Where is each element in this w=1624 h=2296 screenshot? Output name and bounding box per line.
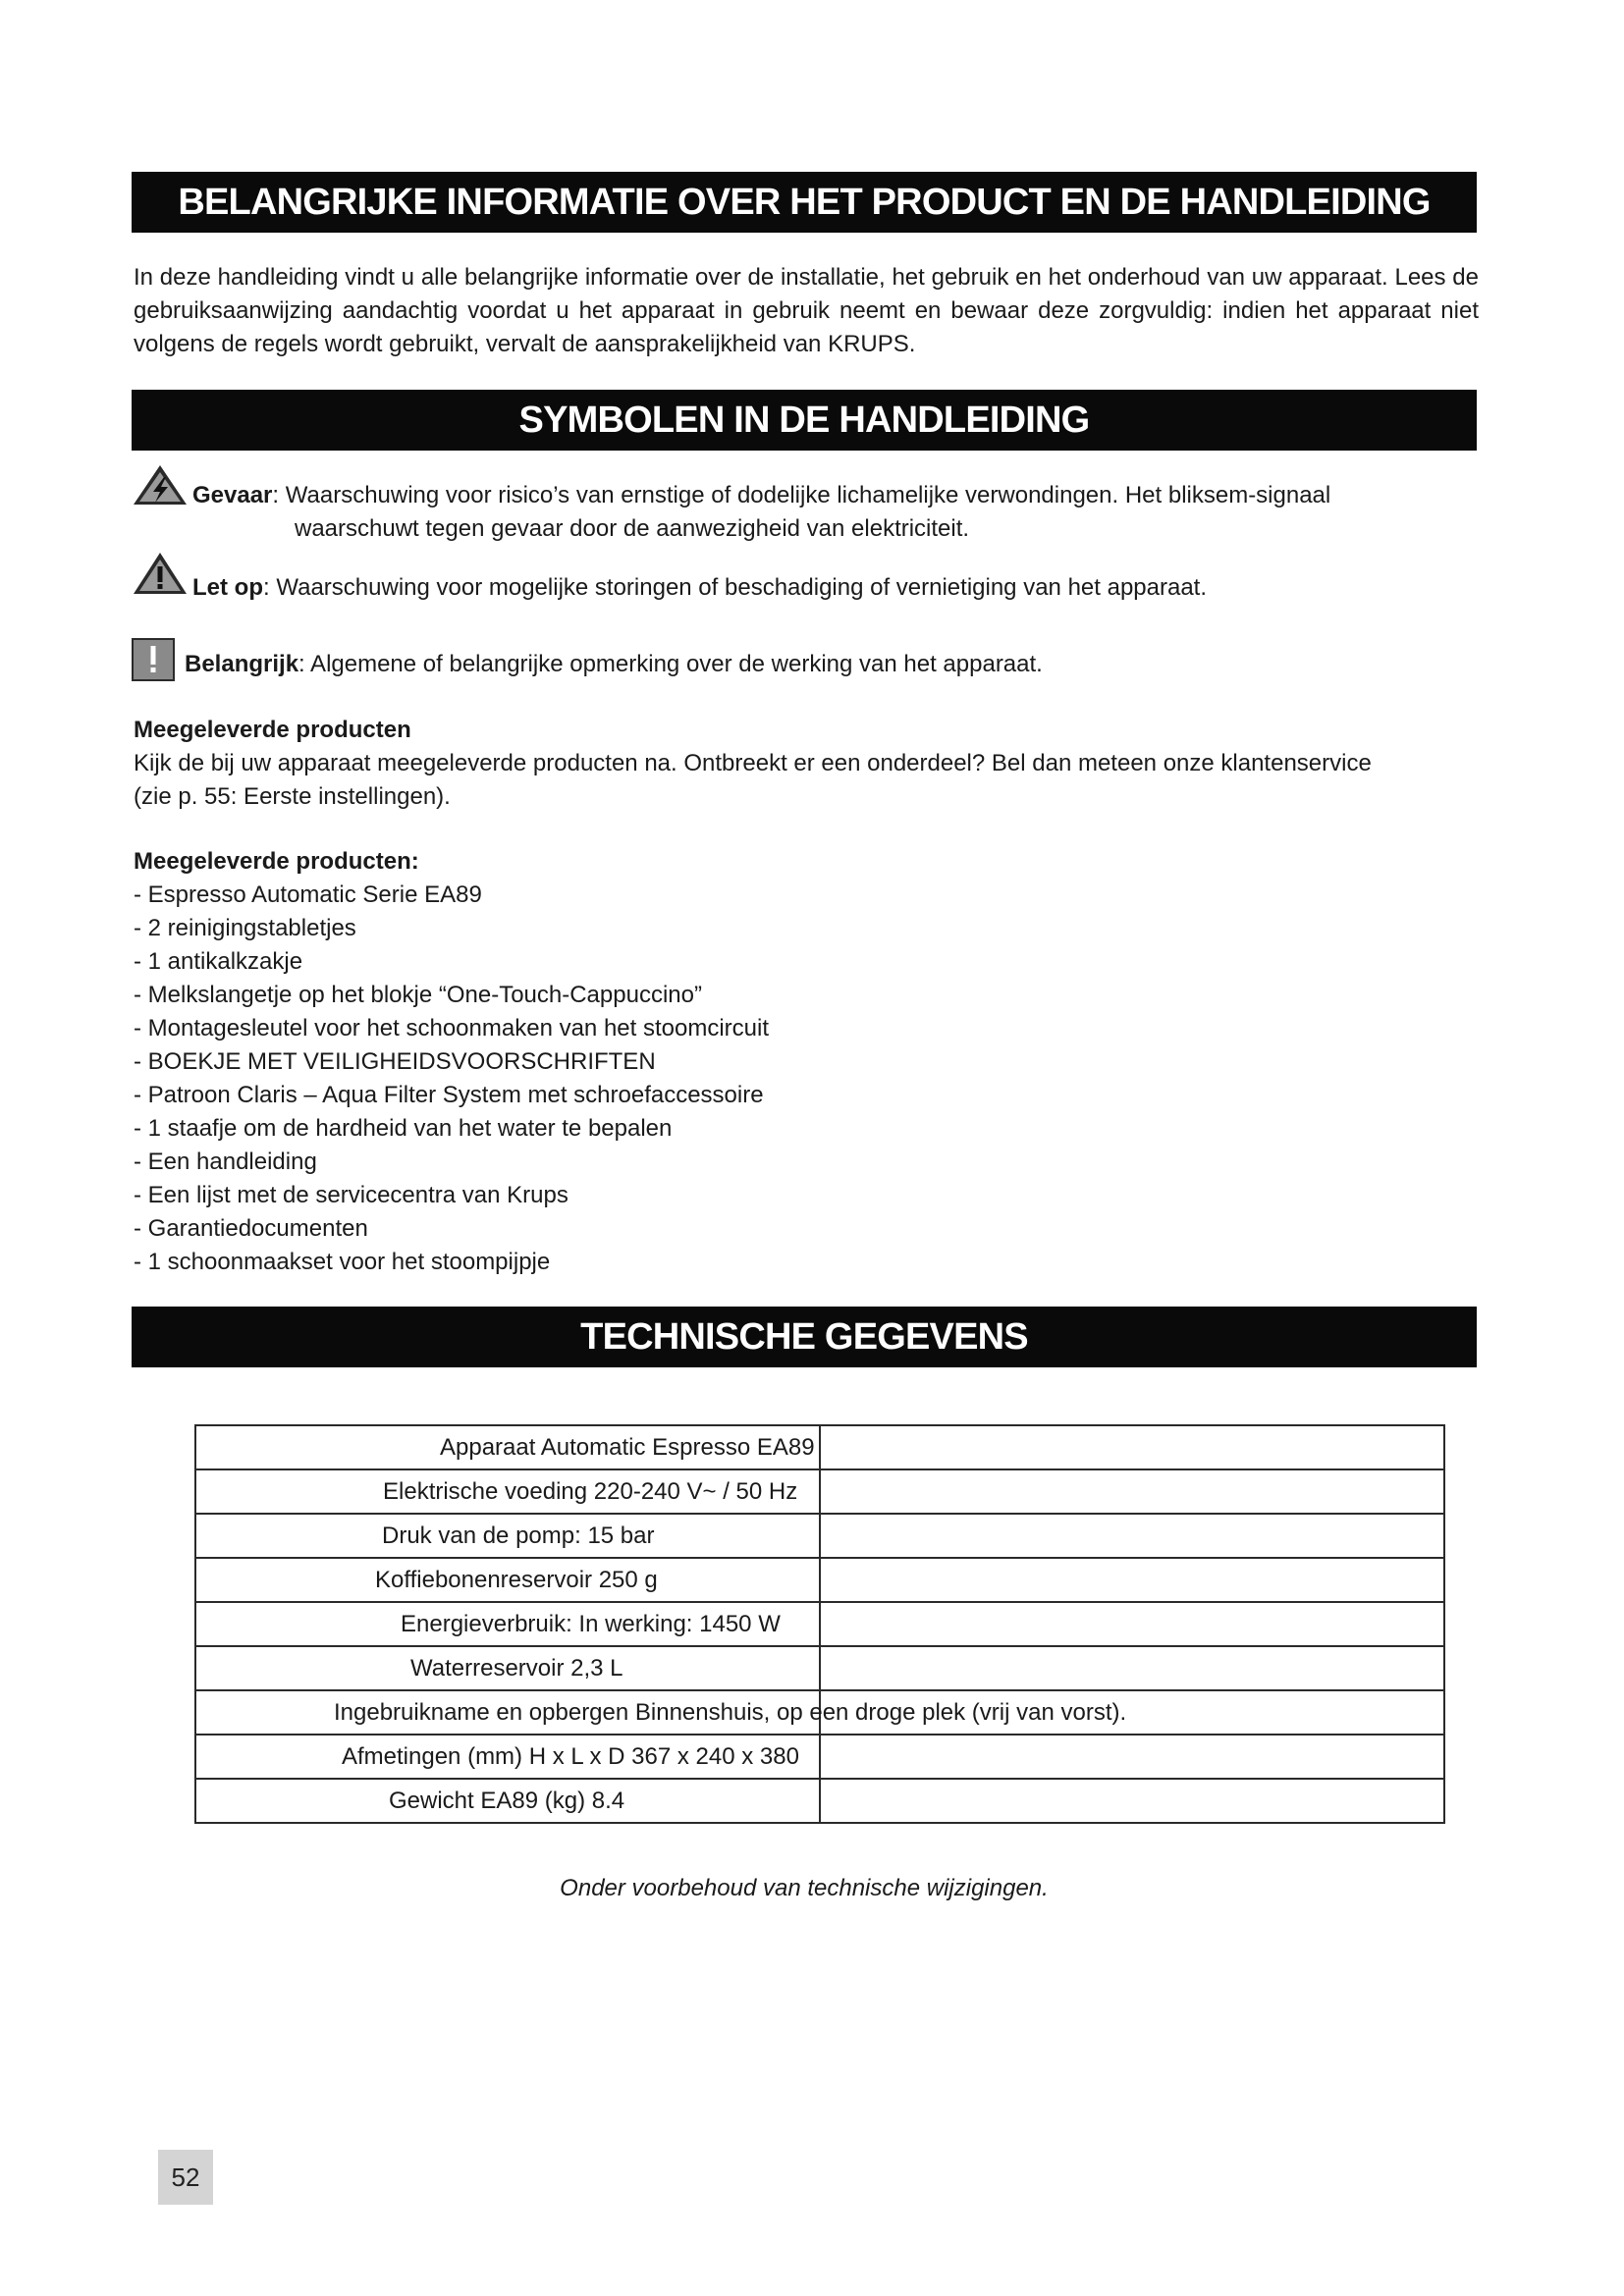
- table-row: [195, 1469, 1444, 1514]
- supplied-list: [134, 879, 1479, 1279]
- page-number: 52: [158, 2150, 213, 2205]
- technical-note: Onder voorbehoud van technische wijzigingen.: [560, 1875, 1049, 1901]
- list-item: - Garantiedocumenten: [134, 1215, 368, 1242]
- danger-line-2: waarschuwt tegen gevaar door de aanwezigheid van elektriciteit.: [295, 515, 970, 542]
- important-line: [185, 648, 1043, 681]
- warning-exclamation-icon: [132, 551, 189, 596]
- list-item: - 1 schoonmaakset voor het stoompijpje: [134, 1249, 551, 1275]
- list-item: - Een lijst met de servicecentra van Krups: [134, 1182, 568, 1208]
- spec-text: Energieverbruik: In werking: 1450 W: [401, 1610, 781, 1637]
- important-label: Belangrijk: [185, 651, 299, 677]
- table-row: [195, 1514, 1444, 1558]
- spec-text: Gewicht EA89 (kg) 8.4: [389, 1787, 625, 1814]
- table-row: [195, 1558, 1444, 1602]
- table-row: [195, 1602, 1444, 1646]
- caution-text: : Waarschuwing voor mogelijke storingen of beschadiging of vernietiging van het apparaat.: [263, 574, 1208, 601]
- table-row: [195, 1690, 1444, 1735]
- list-item: - Een handleiding: [134, 1148, 317, 1175]
- supplied-text-2: (zie p. 55: Eerste instellingen).: [134, 783, 451, 810]
- specs-table: [194, 1424, 1445, 1824]
- important-text: : Algemene of belangrijke opmerking over de werking van het apparaat.: [298, 651, 1043, 677]
- list-item: - 1 staafje om de hardheid van het water te bepalen: [134, 1115, 673, 1142]
- danger-text: : Waarschuwing voor risico’s van ernstige of dodelijke lichamelijke verwondingen. Het bliksem-signaal: [272, 482, 1331, 508]
- danger-line-1: [192, 479, 1479, 512]
- list-item: - Patroon Claris – Aqua Filter System met schroefaccessoire: [134, 1082, 764, 1108]
- list-item: - Melkslangetje op het blokje “One-Touch-Cappuccino”: [134, 982, 702, 1008]
- supplied-heading: Meegeleverde producten: [134, 717, 411, 743]
- list-item: - 1 antikalkzakje: [134, 948, 303, 975]
- spec-text: Afmetingen (mm) H x L x D 367 x 240 x 380: [342, 1742, 799, 1770]
- spec-text: Elektrische voeding 220-240 V~ / 50 Hz: [383, 1477, 798, 1505]
- caution-line: [192, 571, 1207, 605]
- list-item: - Espresso Automatic Serie EA89: [134, 881, 482, 908]
- list-item: - Montagesleutel voor het schoonmaken van het stoomcircuit: [134, 1015, 770, 1041]
- spec-text: Waterreservoir 2,3 L: [410, 1654, 623, 1682]
- spec-text: Druk van de pomp: 15 bar: [382, 1522, 655, 1549]
- table-row: [195, 1735, 1444, 1779]
- important-exclamation-icon: [132, 638, 175, 681]
- danger-lightning-icon: [132, 463, 189, 507]
- spec-text: Apparaat Automatic Espresso EA89: [440, 1433, 815, 1461]
- list-item: - BOEKJE MET VEILIGHEIDSVOORSCHRIFTEN: [134, 1048, 656, 1075]
- info-paragraph: In deze handleiding vindt u alle belangrijke informatie over de installatie, het gebruik en het onderhoud van uw apparaat. Lees de gebruiksaanwijzing aandachtig voordat u het apparaat in gebruik neemt en bewaar deze zorgvuldig: indien het apparaat niet volgens de regels wordt gebruikt, vervalt de aansprakelijkheid van KRUPS.: [134, 264, 1479, 357]
- spec-text: Koffiebonenreservoir 250 g: [375, 1566, 658, 1593]
- section-title-symbols: SYMBOLEN IN DE HANDLEIDING: [132, 390, 1477, 451]
- section-title-tech: TECHNISCHE GEGEVENS: [132, 1307, 1477, 1367]
- danger-label: Gevaar: [192, 482, 273, 508]
- list-item: - 2 reinigingstabletjes: [134, 915, 356, 941]
- supplied-list-heading: Meegeleverde producten:: [134, 848, 419, 875]
- supplied-text-1: Kijk de bij uw apparaat meegeleverde producten na. Ontbreekt er een onderdeel? Bel dan meteen onze klantenservice: [134, 750, 1372, 776]
- table-row: [195, 1425, 1444, 1469]
- spec-text: Ingebruikname en opbergen Binnenshuis, op een droge plek (vrij van vorst).: [334, 1698, 1127, 1726]
- table-row: [195, 1779, 1444, 1823]
- section-title-info: BELANGRIJKE INFORMATIE OVER HET PRODUCT EN DE HANDLEIDING: [132, 172, 1477, 233]
- caution-label: Let op: [192, 574, 263, 601]
- table-row: [195, 1646, 1444, 1690]
